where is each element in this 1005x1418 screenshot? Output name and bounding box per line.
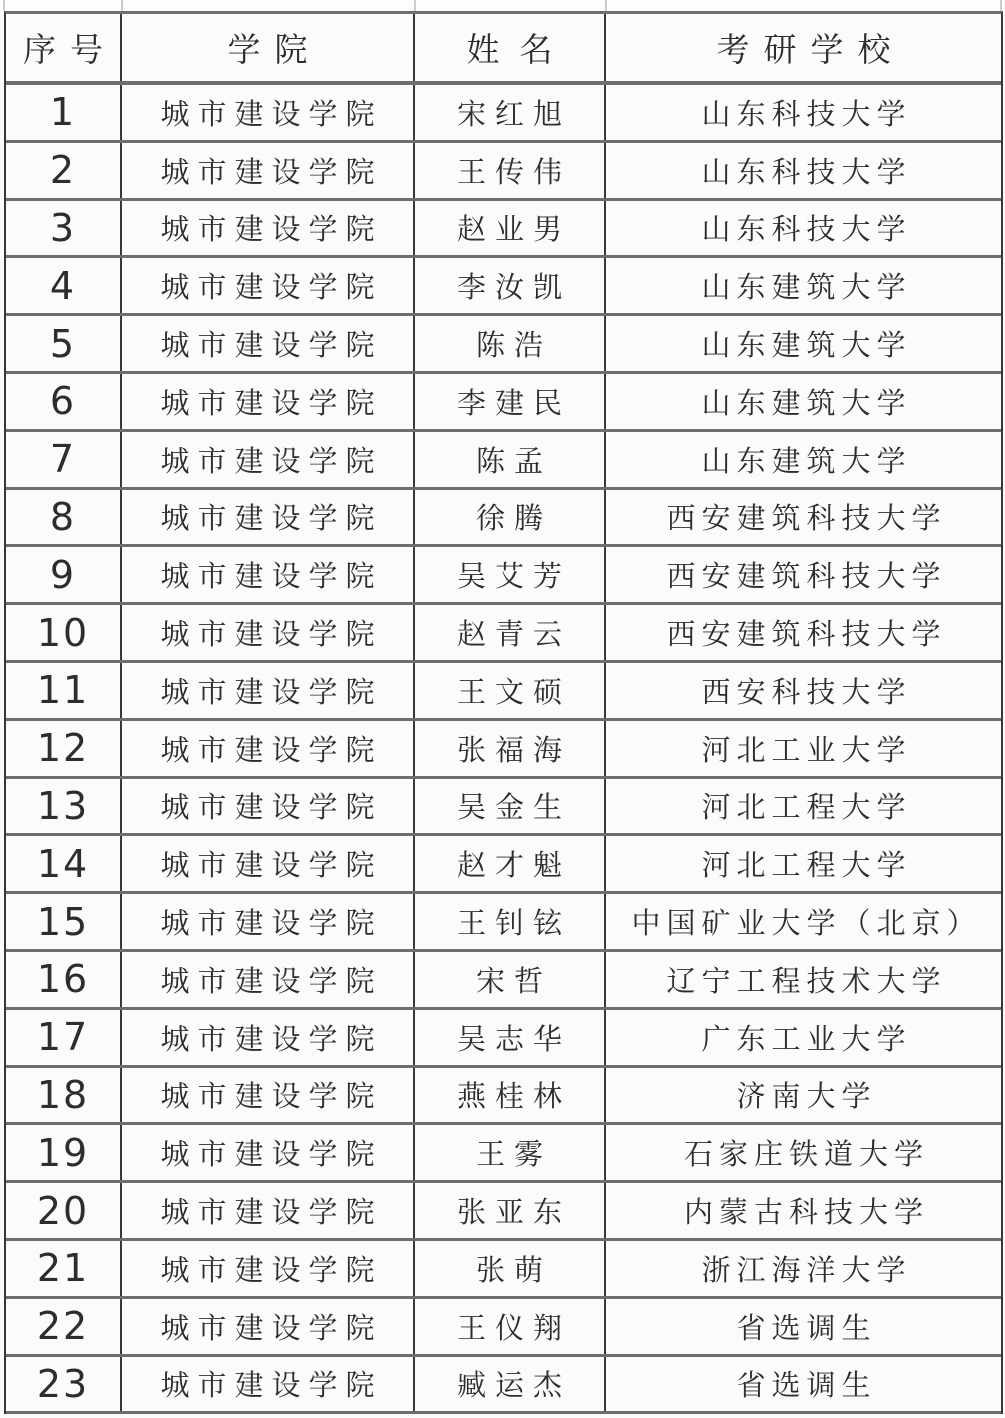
graduate-school-cell: 山东建筑大学 (701, 328, 912, 363)
college-cell: 城市建设学院 (122, 836, 415, 891)
serial-number-cell: 23 (6, 1357, 122, 1412)
column-line-stub (1000, 0, 1002, 11)
table-row (6, 1357, 1001, 1415)
student-name-cell: 王钊铉 (415, 894, 606, 949)
serial-number-cell: 11 (6, 663, 122, 718)
student-name-cell: 臧运杰 (415, 1357, 606, 1412)
serial-number-cell: 12 (6, 721, 122, 776)
graduate-school-cell: 山东科技大学 (701, 154, 912, 189)
graduate-school-cell: 山东建筑大学 (701, 443, 912, 478)
table-row (6, 1125, 1001, 1183)
student-name-cell: 吴金生 (415, 779, 606, 834)
college-cell: 城市建设学院 (122, 258, 415, 313)
college-cell: 城市建设学院 (122, 1299, 415, 1354)
graduate-school-cell: 西安科技大学 (701, 674, 912, 709)
student-name-cell: 王仪翔 (415, 1299, 606, 1354)
student-name-cell: 李汝凯 (415, 258, 606, 313)
table-row (6, 1068, 1001, 1126)
table-row (6, 1241, 1001, 1299)
column-line-stub (121, 0, 123, 11)
table-row (6, 316, 1001, 374)
student-name-cell: 陈浩 (415, 316, 606, 371)
student-name-cell: 张萌 (415, 1241, 606, 1296)
college-cell: 城市建设学院 (122, 201, 415, 256)
college-cell: 城市建设学院 (122, 605, 415, 660)
table-row (6, 779, 1001, 837)
serial-number-cell: 17 (6, 1010, 122, 1065)
student-name-cell: 王传伟 (415, 143, 606, 198)
graduate-school-cell: 山东建筑大学 (701, 270, 912, 305)
graduate-school-cell: 省选调生 (736, 1310, 877, 1345)
column-line-stub (605, 0, 607, 11)
table-row (6, 952, 1001, 1010)
graduate-school-cell: 河北工业大学 (701, 732, 912, 767)
college-cell: 城市建设学院 (122, 952, 415, 1007)
graduate-school-cell: 西安建筑科技大学 (666, 559, 947, 594)
college-cell: 城市建设学院 (122, 1068, 415, 1123)
table-row (6, 143, 1001, 201)
college-cell: 城市建设学院 (122, 547, 415, 602)
header-college: 学院 (122, 14, 415, 81)
header-student-name: 姓名 (415, 14, 606, 81)
table-body (6, 85, 1001, 1414)
college-cell: 城市建设学院 (122, 1010, 415, 1065)
serial-number-cell: 14 (6, 836, 122, 891)
graduate-school-cell: 石家庄铁道大学 (683, 1137, 929, 1172)
graduate-school-cell: 山东建筑大学 (701, 385, 912, 420)
header-graduate-school: 考研学校 (716, 30, 905, 69)
college-cell: 城市建设学院 (122, 490, 415, 545)
serial-number-cell: 3 (6, 201, 122, 256)
table-row (6, 1299, 1001, 1357)
college-cell: 城市建设学院 (122, 85, 415, 140)
column-line-stub (414, 0, 416, 11)
graduate-school-cell: 内蒙古科技大学 (683, 1195, 929, 1230)
graduate-school-cell: 山东科技大学 (701, 212, 912, 247)
serial-number-cell: 6 (6, 374, 122, 429)
graduate-school-cell: 济南大学 (736, 1079, 877, 1114)
student-name-cell: 陈孟 (415, 432, 606, 487)
serial-number-cell: 20 (6, 1183, 122, 1238)
student-name-cell: 燕桂林 (415, 1068, 606, 1123)
graduate-school-cell: 山东科技大学 (701, 96, 912, 131)
college-cell: 城市建设学院 (122, 894, 415, 949)
table-row (6, 894, 1001, 952)
student-name-cell: 宋红旭 (415, 85, 606, 140)
graduate-school-cell: 河北工程大学 (701, 848, 912, 883)
serial-number-cell: 21 (6, 1241, 122, 1296)
serial-number-cell: 2 (6, 143, 122, 198)
table-row (6, 663, 1001, 721)
college-cell: 城市建设学院 (122, 432, 415, 487)
serial-number-cell: 5 (6, 316, 122, 371)
serial-number-cell: 1 (6, 85, 122, 140)
college-cell: 城市建设学院 (122, 663, 415, 718)
table-row (6, 374, 1001, 432)
table-row (6, 721, 1001, 779)
serial-number-cell: 16 (6, 952, 122, 1007)
table-header-row (6, 14, 1001, 85)
graduate-school-cell: 中国矿业大学（北京） (631, 906, 982, 941)
table-row (6, 605, 1001, 663)
table-top-crop-strip (0, 0, 1005, 11)
college-cell: 城市建设学院 (122, 1183, 415, 1238)
serial-number-cell: 22 (6, 1299, 122, 1354)
college-cell: 城市建设学院 (122, 721, 415, 776)
graduate-school-cell: 省选调生 (736, 1368, 877, 1403)
graduate-school-cell: 辽宁工程技术大学 (666, 963, 947, 998)
serial-number-cell: 13 (6, 779, 122, 834)
serial-number-cell: 7 (6, 432, 122, 487)
table-row (6, 432, 1001, 490)
student-name-cell: 赵才魁 (415, 836, 606, 891)
serial-number-cell: 9 (6, 547, 122, 602)
student-name-cell: 吴志华 (415, 1010, 606, 1065)
student-name-cell: 李建民 (415, 374, 606, 429)
student-name-cell: 赵业男 (415, 201, 606, 256)
serial-number-cell: 18 (6, 1068, 122, 1123)
table-row (6, 547, 1001, 605)
table-row (6, 201, 1001, 259)
student-name-cell: 徐腾 (415, 490, 606, 545)
student-name-cell: 吴艾芳 (415, 547, 606, 602)
graduate-school-cell: 河北工程大学 (701, 790, 912, 825)
college-cell: 城市建设学院 (122, 1241, 415, 1296)
college-cell: 城市建设学院 (122, 143, 415, 198)
college-cell: 城市建设学院 (122, 1125, 415, 1180)
graduate-school-cell: 浙江海洋大学 (701, 1252, 912, 1287)
student-name-cell: 王雾 (415, 1125, 606, 1180)
college-cell: 城市建设学院 (122, 1357, 415, 1412)
college-cell: 城市建设学院 (122, 374, 415, 429)
table-row (6, 258, 1001, 316)
student-name-cell: 赵青云 (415, 605, 606, 660)
student-name-cell: 张亚东 (415, 1183, 606, 1238)
header-serial-number: 序号 (6, 14, 122, 81)
table-row (6, 1183, 1001, 1241)
serial-number-cell: 4 (6, 258, 122, 313)
table-row (6, 490, 1001, 548)
serial-number-cell: 19 (6, 1125, 122, 1180)
college-cell: 城市建设学院 (122, 316, 415, 371)
serial-number-cell: 15 (6, 894, 122, 949)
serial-number-cell: 8 (6, 490, 122, 545)
serial-number-cell: 10 (6, 605, 122, 660)
graduate-school-cell: 广东工业大学 (701, 1021, 912, 1056)
graduate-school-cell: 西安建筑科技大学 (666, 617, 947, 652)
table-row (6, 85, 1001, 143)
graduate-school-cell: 西安建筑科技大学 (666, 501, 947, 536)
student-name-cell: 宋哲 (415, 952, 606, 1007)
college-cell: 城市建设学院 (122, 779, 415, 834)
graduate-admissions-table (4, 11, 1003, 1414)
student-name-cell: 王文硕 (415, 663, 606, 718)
table-row (6, 836, 1001, 894)
student-name-cell: 张福海 (415, 721, 606, 776)
table-row (6, 1010, 1001, 1068)
column-line-stub (3, 0, 5, 11)
